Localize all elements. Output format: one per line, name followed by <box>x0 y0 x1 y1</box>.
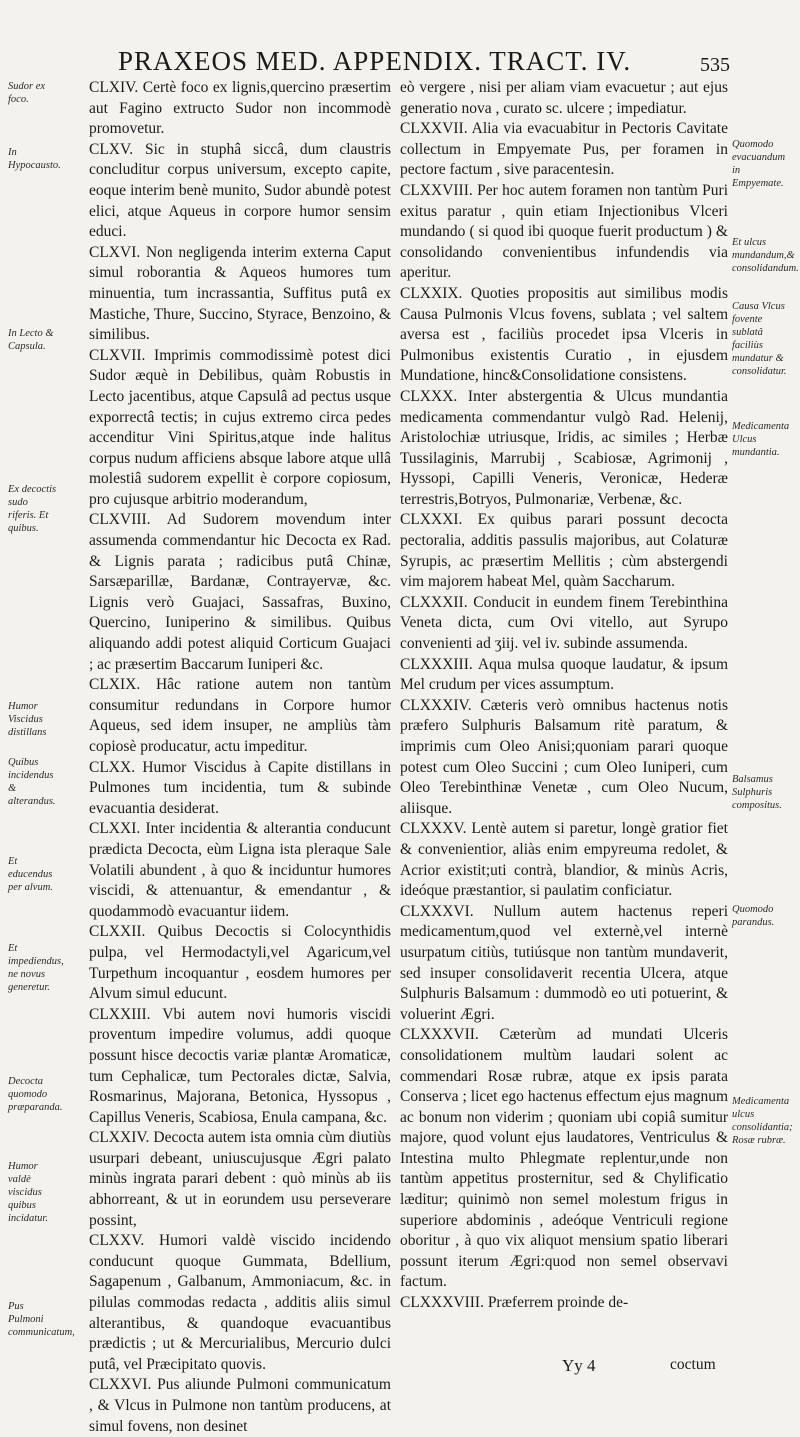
margin-note-left: Pus Pulmoni communicatum, <box>8 1301 75 1338</box>
margin-note-left: Et impediendus, ne novus generetur. <box>8 943 64 993</box>
paragraph-clxxvii: CLXXVII. Alia via evacuabitur in Pectoris Cavitate collectum in Empyemate Pus, per foramen in pectore factum , sive paracentesin. <box>400 120 728 179</box>
paragraph-clxxxii: CLXXXII. Conducit in eundem finem Terebinthina Veneta dicta, cum Ovi vitello, aut Syrupo convenienti ad ʒiij. vel iv. subinde assumenda. <box>400 593 728 653</box>
margin-note-right: Medicamenta ulcus consolidantia; Rosæ rubræ. <box>732 1096 793 1146</box>
paragraph-clxxxi: CLXXXI. Ex quibus parari possunt decocta pectoralia, additis passulis majoribus, aut Colaturæ Syrupis, ac præsertim Mellitis ; cùm abstergendi vim majorem habeat Mel, quàm Saccharum. <box>400 511 728 591</box>
paragraph-clxxiii: CLXXIII. Vbi autem novi humoris viscidi proventum impedire volumus, addi quoque possunt hisce decoctis variæ plantæ Aromaticæ, tum Cephalicæ, tum Pectorales dictæ, Salvia, Rosmarinus, Majorana, Betonica, Hyssopus , Capillus Veneris, Scabiosa, Enula campana, &c. <box>89 1005 391 1126</box>
paragraph-clxxxiv: CLXXXIV. Cæteris verò omnibus hactenus notis præfero Sulphuris Balsamum ritè paratum, & imprimis cum Oleo Anisi;quoniam parari quoque potest cum Oleo Succini ; cum Oleo Iuniperi, cum Oleo Terebinthinæ Venetæ , cum Oleo Nucum, aliisque. <box>400 696 728 817</box>
paragraph-clxxxiii: CLXXXIII. Aqua mulsa quoque laudatur, & ipsum Mel crudum per vices assumptum. <box>400 655 728 694</box>
paragraph-clxxxviii: CLXXXVIII. Præferrem proinde de- <box>400 1294 629 1312</box>
margin-note-right: Medicamenta Ulcus mundantia. <box>732 421 790 458</box>
paragraph-clxxvi: CLXXVI. Pus aliunde Pulmoni communicatum , & Vlcus in Pulmone non tantùm producens, at simul fovens, non desinet <box>89 1376 391 1435</box>
paragraph-clxx: CLXX. Humor Viscidus à Capite distillans in Pulmones tum incidentia, tum & subinde evacuantia desiderat. <box>89 758 391 817</box>
margin-note-right: Causa Vlcus fovente sublatâ faciliùs mundatur & consolidatur. <box>732 301 787 377</box>
paragraph-clxxxvii: CLXXXVII. Cæterùm ad mundati Ulceris consolidationem multùm laudari solent ac commendari Rosæ rubræ, atque ex ipsis parata Conserva ; licet ego hactenus effectum ejus magnum ac bonum non viderim ; quoniam ubi copiâ sumitur majore, quod volunt ejus laudatores, Ventriculus & Intestina multo Phlegmate replentur,unde non tantùm appetitus prosternitur, sed & Chylificatio læditur; quinimò non semel molestum frigus in superiore abdominis , adeóque Ventriculi regione oboritur , à quo vix aliquot mensium spatio liberari possunt iterum Ægri:quod non semel observavi factum. <box>400 1026 728 1291</box>
text-column-left <box>89 78 391 1437</box>
text-column-right <box>400 78 728 1314</box>
paragraph-clxxx: CLXXX. Inter abstergentia & Ulcus mundantia medicamenta commendantur vulgò Rad. Helenij, Aristolochiæ utriusque, Iridis, ac similes ; Herbæ Tussilaginis, Marrubij , Scabiosæ, Agrimonij , Hyssopi, Capilli Veneris, Veronicæ, Hederæ terrestris,Botryos, Pulmonariæ, Verbenæ, &c. <box>400 387 728 508</box>
paragraph-clxviii: CLXVIII. Ad Sudorem movendum inter assumenda commendantur hic Decocta ex Rad. & Lignis parata ; radicibus putâ Chinæ, Sarsæparillæ, Bardanæ, Contrayervæ, &c. Lignis verò Guajaci, Sassafras, Buxino, Quercino, Iuniperino & similibus. Quibus aliquando addi potest aliquid Corticum Guajaci ; ac præsertim Baccarum Iuniperi &c. <box>89 511 391 673</box>
paragraph-clxix: CLXIX. Hâc ratione autem non tantùm consumitur redundans in Corpore humor Aqueus, sed idem insuper, ne ampliùs tàm copiosè producatur, actu impeditur. <box>89 676 391 755</box>
paragraph-clxxxvi: CLXXXVI. Nullum autem hactenus reperi medicamentum,quod vel externè,vel internè usurpatum citiùs, tutiúsque non tantùm mundaverit, sed insuper consolidaverit recentia Ulcera, atque Sulphuris Balsamum : dummodò eo uti potuerint, & voluerint Ægri. <box>400 902 728 1023</box>
catchword: coctum <box>670 1356 716 1373</box>
margin-note-right: Et ulcus mundandum,& consolidandum. <box>732 237 799 274</box>
paragraph-continuation: eò vergere , nisi per aliam viam evacuetur ; aut ejus generatio nova , curato sc. ulcere ; impediatur. <box>400 79 728 117</box>
margin-note-left: Quibus incidendus & alterandus. <box>8 757 56 807</box>
margin-note-right: Quomodo parandus. <box>732 904 775 928</box>
running-head: PRAXEOS MED. APPENDIX. TRACT. IV. <box>118 46 632 76</box>
paragraph-clxv: CLXV. Sic in stuphâ siccâ, dum claustris concluditur corpus universum, excepto capite, eoque interim benè munito, Sudor abundè potest elici, atque Aqueus in corpore humor sensim educi. <box>89 140 391 241</box>
paragraph-clxxviii: CLXXVIII. Per hoc autem foramen non tantùm Puri exitus paratur , quin etiam Injectionibus Vlceri mundando ( si quod ibi quoque fuerit productum ) & consolidando convenientibus infundendis via aperitur. <box>400 181 728 282</box>
margin-note-left: Sudor ex foco. <box>8 81 46 105</box>
margin-note-right: Quomodo evacuandum in Empyemate. <box>732 139 786 189</box>
margin-note-left: Ex decoctis sudo riferis. Et quibus. <box>8 484 57 534</box>
paragraph-clxxv: CLXXV. Humori valdè viscido incidendo conducunt quoque Gummata, Bdellium, Sagapenum , Galbanum, Ammoniacum, &c. in pilulas commodas redacta , additis aliis simul alterantibus, & quandoque evacuantibus prædictis ; ut & Mercurialibus, Mercurio dulci putâ, vel Præcipitato quovis. <box>89 1232 391 1373</box>
paragraph-clxvi: CLXVI. Non negligenda interim externa Caput simul roborantia & Aqueos humores tum minuentia, tum incrassantia, Suffitus putâ ex Mastiche, Thure, Succino, Styrace, Benzoino, & similibus. <box>89 243 391 344</box>
signature-mark: Yy 4 <box>562 1356 596 1375</box>
paragraph-clxxiv: CLXXIV. Decocta autem ista omnia cùm diutiùs usurpari debeant, uniuscujusque Ægri palato minùs ingrata parari debent : quò minùs ab iis abhorreant, & ut in eorundem usu perseverare possint, <box>89 1129 391 1229</box>
margin-note-left: Et educendus per alvum. <box>8 856 53 893</box>
paragraph-clxxii: CLXXII. Quibus Decoctis si Colocynthidis pulpa, vel Hermodactyli,vel Agaricum,vel Turpethum incoquantur , eosdem humores per Alvum simul educunt. <box>89 923 391 1003</box>
paragraph-clxxix: CLXXIX. Quoties propositis aut similibus modis Causa Pulmonis Vlcus fovens, sublata ; vel saltem aversa est , faciliùs procedet ipsa Vlceris in Pulmonibus existentis Curatio , in ejusdem Mundatione, hinc&Consolidatione consistens. <box>400 284 728 385</box>
paragraph-clxvii: CLXVII. Imprimis commodissimè potest dici Sudor æquè in Debilibus, quàm Robustis in Lecto jacentibus, atque Capsulâ ad pectus usque exporrectâ tectis; in cujus extremo circa pedes accenditur Vini Spiritus,atque inde halitus corpus nudum afficiens absque labore atque ullâ molestiâ sudorem expellit è corpore copiosum, pro cujusque arbitrio moderandum, <box>89 346 391 508</box>
page-number: 535 <box>700 54 730 76</box>
margin-note-left: Humor valdè viscidus quibus incidatur. <box>8 1161 48 1224</box>
margin-note-left: In Lecto & Capsula. <box>8 328 54 352</box>
paragraph-clxxi: CLXXI. Inter incidentia & alterantia conducunt prædicta Decocta, eùm Ligna ista pleraque Sale Volatili abundent , à quo & inciduntur humores viscidi, & attenuantur, & emendantur , & quodammodò evacuantur iidem. <box>89 820 391 920</box>
margin-note-left: Decocta quomodo præparanda. <box>8 1076 63 1113</box>
paragraph-clxiv: CLXIV. Certè foco ex lignis,quercino præsertim aut Fagino extructo Sudor non incommodè promovetur. <box>89 79 391 138</box>
margin-note-left: In Hypocausto. <box>8 147 61 171</box>
margin-note-right: Balsamus Sulphuris compositus. <box>732 774 782 811</box>
margin-note-left: Humor Viscidus distillans <box>8 701 47 738</box>
paragraph-clxxxv: CLXXXV. Lentè autem si paretur, longè gratior fiet & convenientior, aliàs enim empyreuma redolet, & Acrior existit;uti contrà, blandior, & minùs Acris, ideóque præstantior, si paulatim conficiatur. <box>400 820 728 900</box>
